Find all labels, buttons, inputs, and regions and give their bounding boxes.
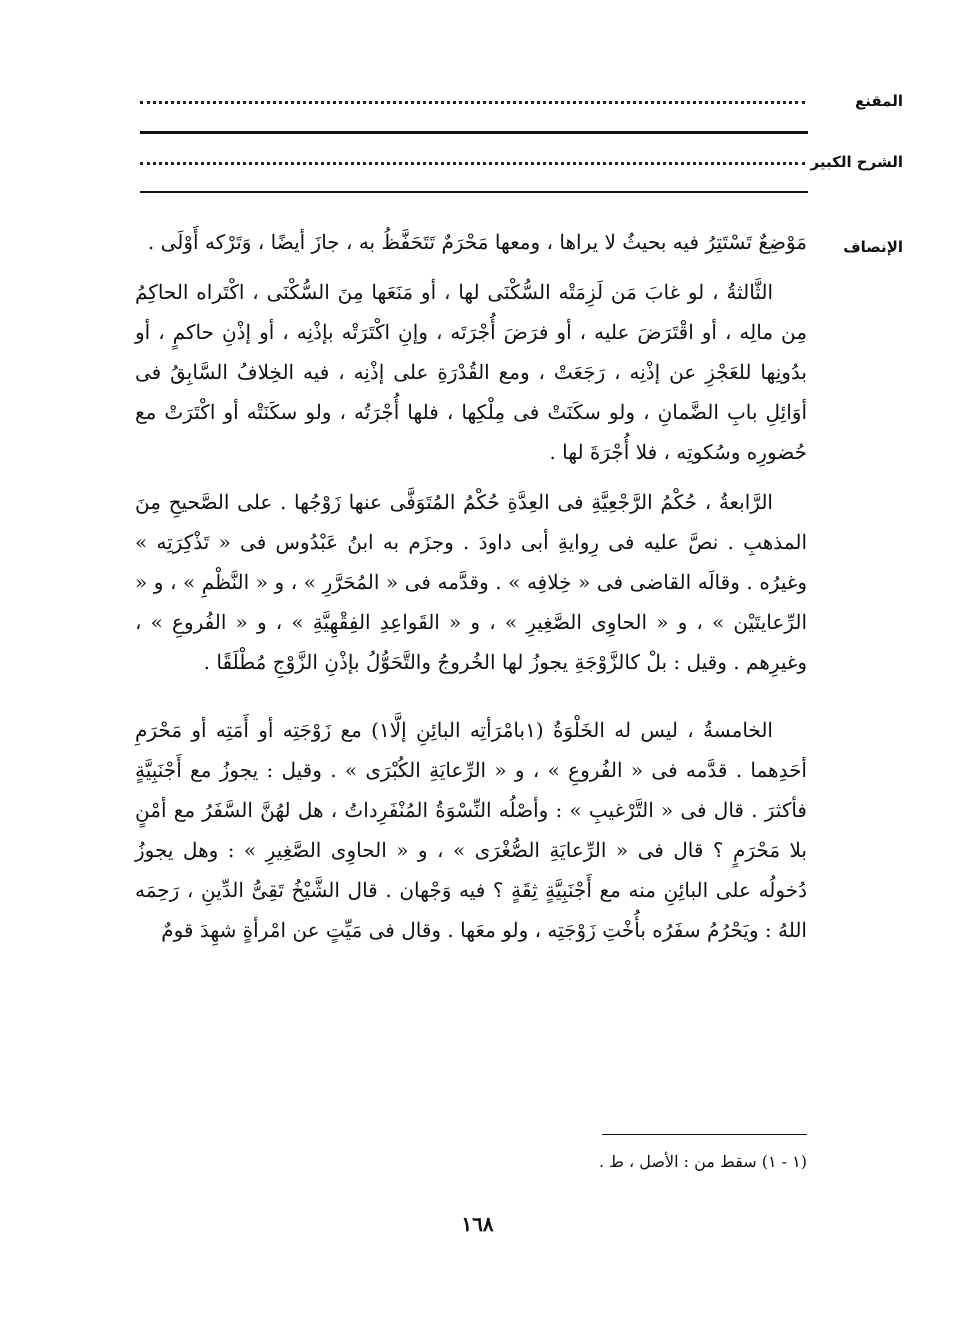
insaf-label: الإنصاف <box>843 238 903 256</box>
paragraph-fifth: الخامسةُ ، ليس له الخَلْوَةُ (١بامْرَأتِه البائِنِ إلَّا١) مع زَوْجَتِه أو أَمَتِه أو مَحْرَمِ أحَدِهما . قدَّمه فى « الفُروعِ » ، و « الرِّعايَةِ الكُبْرَى » . وقيل : يجوزُ مع أَجْنَبِيَّةٍ فأكثرَ . قال فى « التَّرْغيبِ » : وأصْلُه النِّسْوَةُ المُنْفَرِداتُ ، هل لهُنَّ السَّفَرُ مع أمْنٍ بلا مَحْرَمٍ ؟ قال فى « الرِّعايَةِ الصُّغْرَى » ، و « الحاوِى الصَّغِيرِ » : وهل يجوزُ دُخولُه على البائِنِ منه مع أَجْنَبِيَّةٍ ثِقَةٍ ؟ فيه وَجْهان . قال الشَّيْخُ تَقِىُّ الدِّينِ ، رَحِمَه اللهُ : ويَحْرُمُ سفَرُه بأُخْتِ زَوْجَتِه ، ولو معَها . وقال فى مَيِّتٍ عن امْرأةٍ شهِدَ قومٌ <box>135 718 807 942</box>
footnote: (١ - ١) سقط من : الأصل ، ط . <box>598 1152 807 1171</box>
sharh-dotted-line <box>140 162 805 165</box>
paragraph-1: مَوْضِعٌ تَسْتَتِرُ فيه بحيثُ لا يراها ، ومعها مَحْرَمٌ تَتَحَفَّظُ به ، جازَ أيضًا ، وَتَرْكه أَوْلَى . <box>147 230 807 254</box>
footnote-rule <box>602 1134 807 1135</box>
muqni-dotted-line <box>140 101 805 104</box>
thick-divider <box>140 131 808 134</box>
main-text <box>135 222 807 950</box>
muqni-label: المقنع <box>855 92 903 110</box>
thin-divider <box>140 191 808 193</box>
sharh-label: الشرح الكبير <box>810 153 903 171</box>
paragraph-fourth: الرَّابعةُ ، حُكْمُ الرَّجْعِيَّةِ فى العِدَّةِ حُكْمُ المُتَوَفَّى عنها زَوْجُها . على الصَّحيحِ مِنَ المذهبِ . نصَّ عليه فى رِوايةِ أبى داودَ . وجزَم به ابنُ عَبْدُوس فى « تَذْكِرَتِه » وغيرُه . وقالَه القاضى فى « خِلافِه » . وقدَّمه فى « المُحَرَّرِ » ، و « النَّظْمِ » ، و « الرِّعايتَيْن » ، و « الحاوِى الصَّغِيرِ » ، و « القَواعِدِ الفِقْهِيَّةِ » ، و « الفُروعِ » ، وغيرِهم . وقيل : بلْ كالزَّوْجَةِ يجوزُ لها الخُروجُ والتَّحَوُّلُ بإذْنِ الزَّوْجِ مُطْلَقًا . <box>135 490 807 674</box>
paragraph-third: الثَّالثةُ ، لو غابَ مَن لَزِمَتْه السُّكْنَى لها ، أو مَنَعَها مِنَ السُّكْنَى ، اكْتَراه الحاكِمُ مِن مالِه ، أو اقْتَرَضَ عليه ، أو فرَضَ أُجْرَتَه ، وإنِ اكْتَرَتْه بإذْنِه ، أو إذْنِ حاكمٍ ، أو بدُونِها للعَجْزِ عن إذْنِه ، رَجَعَتْ ، ومع القُدْرَةِ على إذْنِه ، فيه الخِلافُ السَّابِقُ فى أوَائِلِ بابِ الضَّمانِ ، ولو سكَنَتْ فى مِلْكِها ، فلها أُجْرَتُه ، ولو سكَنَتْه أو اكْتَرَتْ مع حُضورِه وسُكوتِه ، فلا أُجْرَةَ لها . <box>135 280 807 464</box>
page-number: ١٦٨ <box>461 1212 494 1236</box>
